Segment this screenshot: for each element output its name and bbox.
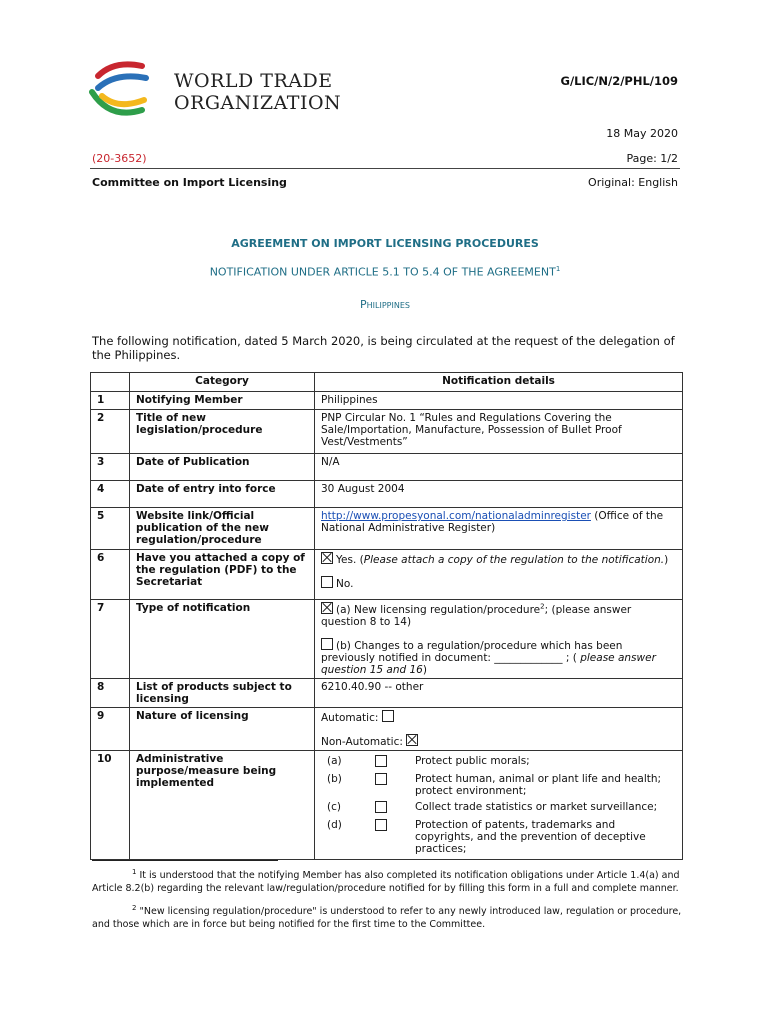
original-language: Original: English	[588, 176, 678, 189]
footnote-1: $^1$ It is understood that the notifying Member has also completed its notification obligations under Article 1.4(a) and Article 8.2(b) regarding the relevant law/regulation/procedure notified for by filling this form in a full and complete manner.	[92, 868, 680, 894]
table-row: 4 Date of entry into force 30 August 2004	[91, 481, 683, 508]
logo-line2: ORGANIZATION	[174, 92, 342, 114]
sub-title-text: NOTIFICATION UNDER ARTICLE 5.1 TO 5.4 OF THE AGREEMENT	[209, 265, 556, 279]
footnote-rule	[92, 860, 278, 861]
col-category: Category	[130, 373, 315, 392]
list-item: (c) Collect trade statistics or market surveillance;	[327, 801, 658, 813]
automatic-checkbox[interactable]	[382, 710, 394, 722]
table-row: 1 Notifying Member Philippines	[91, 392, 683, 410]
table-row: 9 Nature of licensing Automatic: Non-Automatic:	[91, 708, 683, 751]
non-automatic-checkbox[interactable]	[406, 734, 418, 746]
sub-title	[0, 265, 770, 279]
purpose-d-checkbox[interactable]	[375, 819, 387, 831]
purpose-c-checkbox[interactable]	[375, 801, 387, 813]
no-checkbox[interactable]	[321, 576, 333, 588]
new-regulation-checkbox[interactable]	[321, 602, 333, 614]
footnote-2: $^2$ "New licensing regulation/procedure" is understood to refer to any newly introduced law, regulation or procedure, and those which are in force but being notified for the first time to the Committee.	[92, 904, 682, 930]
website-link[interactable]: http://www.propesyonal.com/nationaladminregister	[321, 510, 591, 522]
table-row: 3 Date of Publication N/A	[91, 454, 683, 481]
list-item: (a) Protect public morals;	[327, 755, 530, 767]
changes-checkbox[interactable]	[321, 638, 333, 650]
purpose-a-checkbox[interactable]	[375, 755, 387, 767]
yes-checkbox[interactable]	[321, 552, 333, 564]
list-item: (d) Protection of patents, trademarks and copyrights, and the prevention of deceptive practices;	[327, 819, 646, 855]
col-details: Notification details	[315, 373, 683, 392]
table-header-row	[91, 373, 683, 392]
table-row: 5 Website link/Official publication of the new regulation/procedure http://www.propesyonal.com/nationaladminregister (Office of the National Administrative Register)	[91, 508, 683, 550]
intro-paragraph: The following notification, dated 5 March 2020, is being circulated at the request of the delegation of the Philippines.	[92, 334, 675, 362]
sub-title-footnote-ref: 1	[555, 265, 561, 273]
table-row: 7 Type of notification (a) New licensing regulation/procedure$^2$; (please answer question 8 to 14) (b) Changes to a regulation/procedure which has been previously notified in document: _____________ ; ( please answer question 15 and 16)	[91, 600, 683, 679]
doc-symbol: G/LIC/N/2/PHL/109	[560, 74, 678, 88]
doc-date: 18 May 2020	[606, 127, 678, 140]
main-title: AGREEMENT ON IMPORT LICENSING PROCEDURES	[231, 237, 539, 250]
wto-logo	[84, 58, 344, 128]
wto-emblem-icon	[84, 58, 164, 128]
purpose-b-checkbox[interactable]	[375, 773, 387, 785]
table-row: 10 Administrative purpose/measure being implemented (a) Protect public morals; (b) Protect human, animal or plant life and health; protect environment; (c) Collect trade statistics or market surveillance; (d) Protection of patents, trademarks and copyrights, and the prevention of deceptive practices;	[91, 751, 683, 860]
header-rule	[90, 168, 680, 169]
table-row: 2 Title of new legislation/procedure PNP Circular No. 1 “Rules and Regulations Covering the Sale/Importation, Manufacture, Possession of Bullet Proof Vest/Vestments”	[91, 410, 683, 454]
purpose-list	[321, 753, 676, 857]
committee-name: Committee on Import Licensing	[92, 176, 287, 189]
page-number: Page: 1/2	[626, 152, 678, 165]
list-item: (b) Protect human, animal or plant life and health; protect environment;	[327, 773, 662, 797]
country-title: Philippines	[360, 298, 410, 311]
table-row: 8 List of products subject to licensing 6210.40.90 -- other	[91, 679, 683, 708]
notification-table	[90, 372, 683, 860]
table-row: 6 Have you attached a copy of the regulation (PDF) to the Secretariat Yes. (Please attach a copy of the regulation to the notification.) No.	[91, 550, 683, 600]
logo-line1: WORLD TRADE	[174, 70, 333, 92]
doc-ref: (20-3652)	[92, 152, 147, 165]
